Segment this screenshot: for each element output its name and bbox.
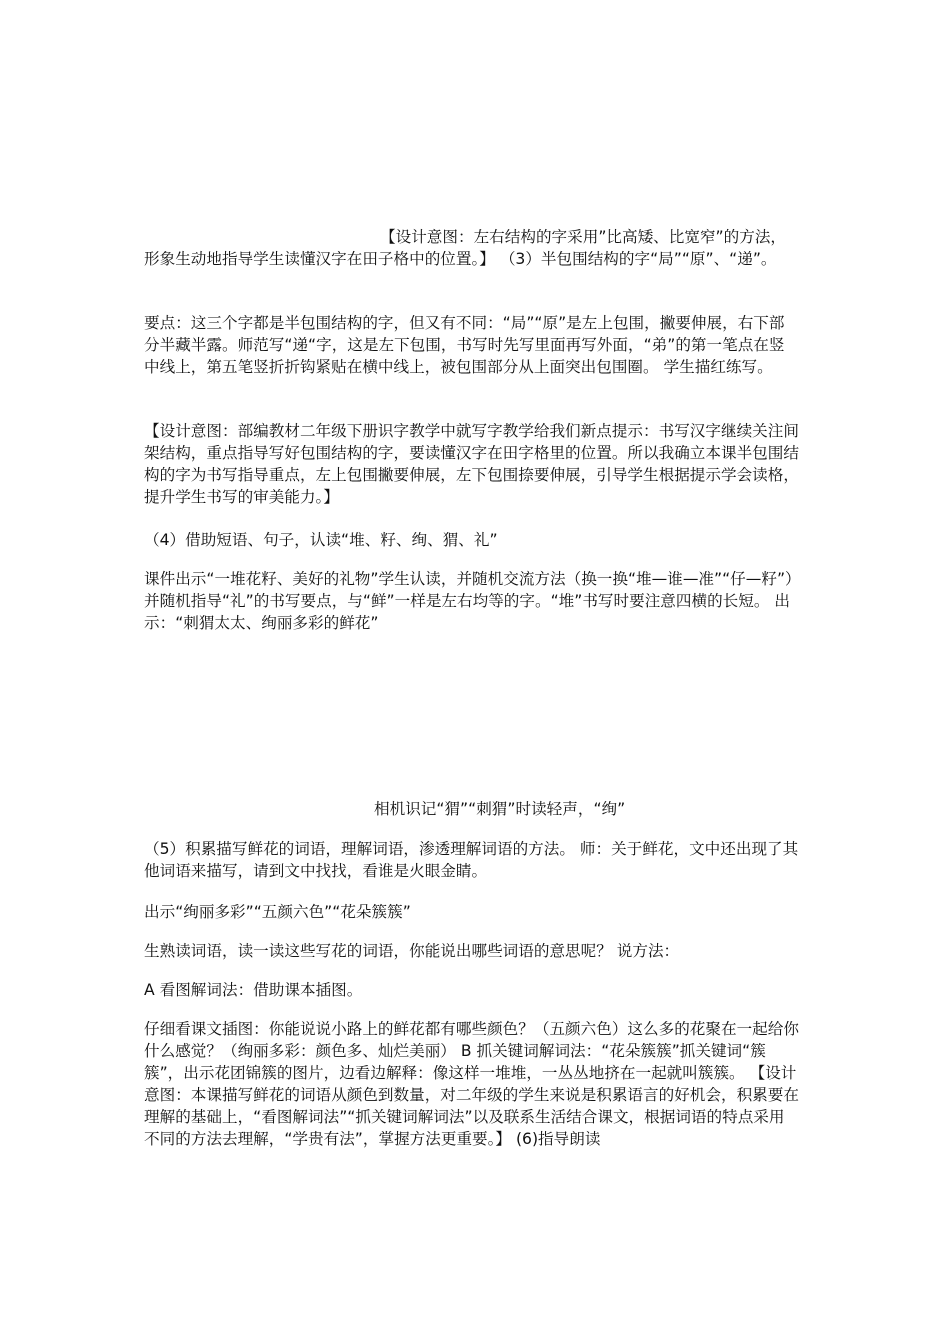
read-words-line: 生熟读词语，读一读这些写花的词语，你能说出哪些词语的意思呢？ 说方法：	[144, 942, 680, 960]
show-words-line: 出示“绚丽多彩”“五颜六色”“花朵簇簇”	[144, 903, 411, 921]
design-intent-paragraph-2: 【设计意图：部编教材二年级下册识字教学中就写字教学给我们新点提示：书写汉字继续关注间架结构，重点指导写好包围结构的字，要读懂汉字在田字格里的位置。所以我确立本课半包围结构的字为书写指导重点，左上包围撇要伸展，左下包围捺要伸展，引导学生根据提示学会读格，提升学生书写的审美能力。】	[144, 422, 799, 506]
courseware-paragraph: 课件出示“一堆花籽、美好的礼物”学生认读，并随机交流方法（换一换“堆—谁—准”“仔—籽”）并随机指导“礼”的书写要点，与“鲜”一样是左右均等的字。“堆”书写时要注意四横的长短。 出示：“刺猬太太、绚丽多彩的鲜花”	[144, 570, 793, 632]
illustration-paragraph: 仔细看课文插图：你能说说小路上的鲜花都有哪些颜色？（五颜六色）这么多的花聚在一起给你什么感觉？（绚丽多彩：颜色多、灿烂美丽） B 抓关键词解词法：“花朵簇簇”抓关键词“簇簇”，出示花团锦簇的图片，边看边解释：像这样一堆堆，一丛丛地挤在一起就叫簇簇。 【设计意图：本课描写鲜花的词语从颜色到数量，对二年级的学生来说是积累语言的好机会，积累要在理解的基础上，“看图解词法”“抓关键词解词法”以及联系生活结合课文，根据词语的特点采用不同的方法去理解，“学贵有法”，掌握方法更重要。】 (6)指导朗读	[144, 1020, 799, 1148]
recognition-line: 相机识记“猬”“刺猬”时读轻声，“绚”	[374, 800, 626, 818]
section-4-heading: （4）借助短语、句子，认读“堆、籽、绚、猬、礼”	[144, 531, 498, 549]
section-5-paragraph: （5）积累描写鲜花的词语，理解词语，渗透理解词语的方法。 师：关于鲜花，文中还出现了其他词语来描写，请到文中找找，看谁是火眼金睛。	[144, 840, 799, 880]
design-intent-paragraph-1: 【设计意图：左右结构的字采用”比高矮、比宽窄”的方法，形象生动地指导学生读懂汉字在田子格中的位置。】 （3）半包围结构的字“局”“原”、“递”。	[144, 228, 787, 268]
method-a-line: A 看图解词法：借助课本插图。	[144, 981, 363, 999]
key-points-paragraph: 要点：这三个字都是半包围结构的字，但又有不同：“局”“原”是左上包围，撇要伸展，右下部分半藏半露。师范写“递“字，这是左下包围，书写时先写里面再写外面，“弟”的第一笔点在竖中线上，第五笔竖折折钩紧贴在横中线上，被包围部分从上面突出包围圈。 学生描红练写。	[144, 314, 785, 376]
